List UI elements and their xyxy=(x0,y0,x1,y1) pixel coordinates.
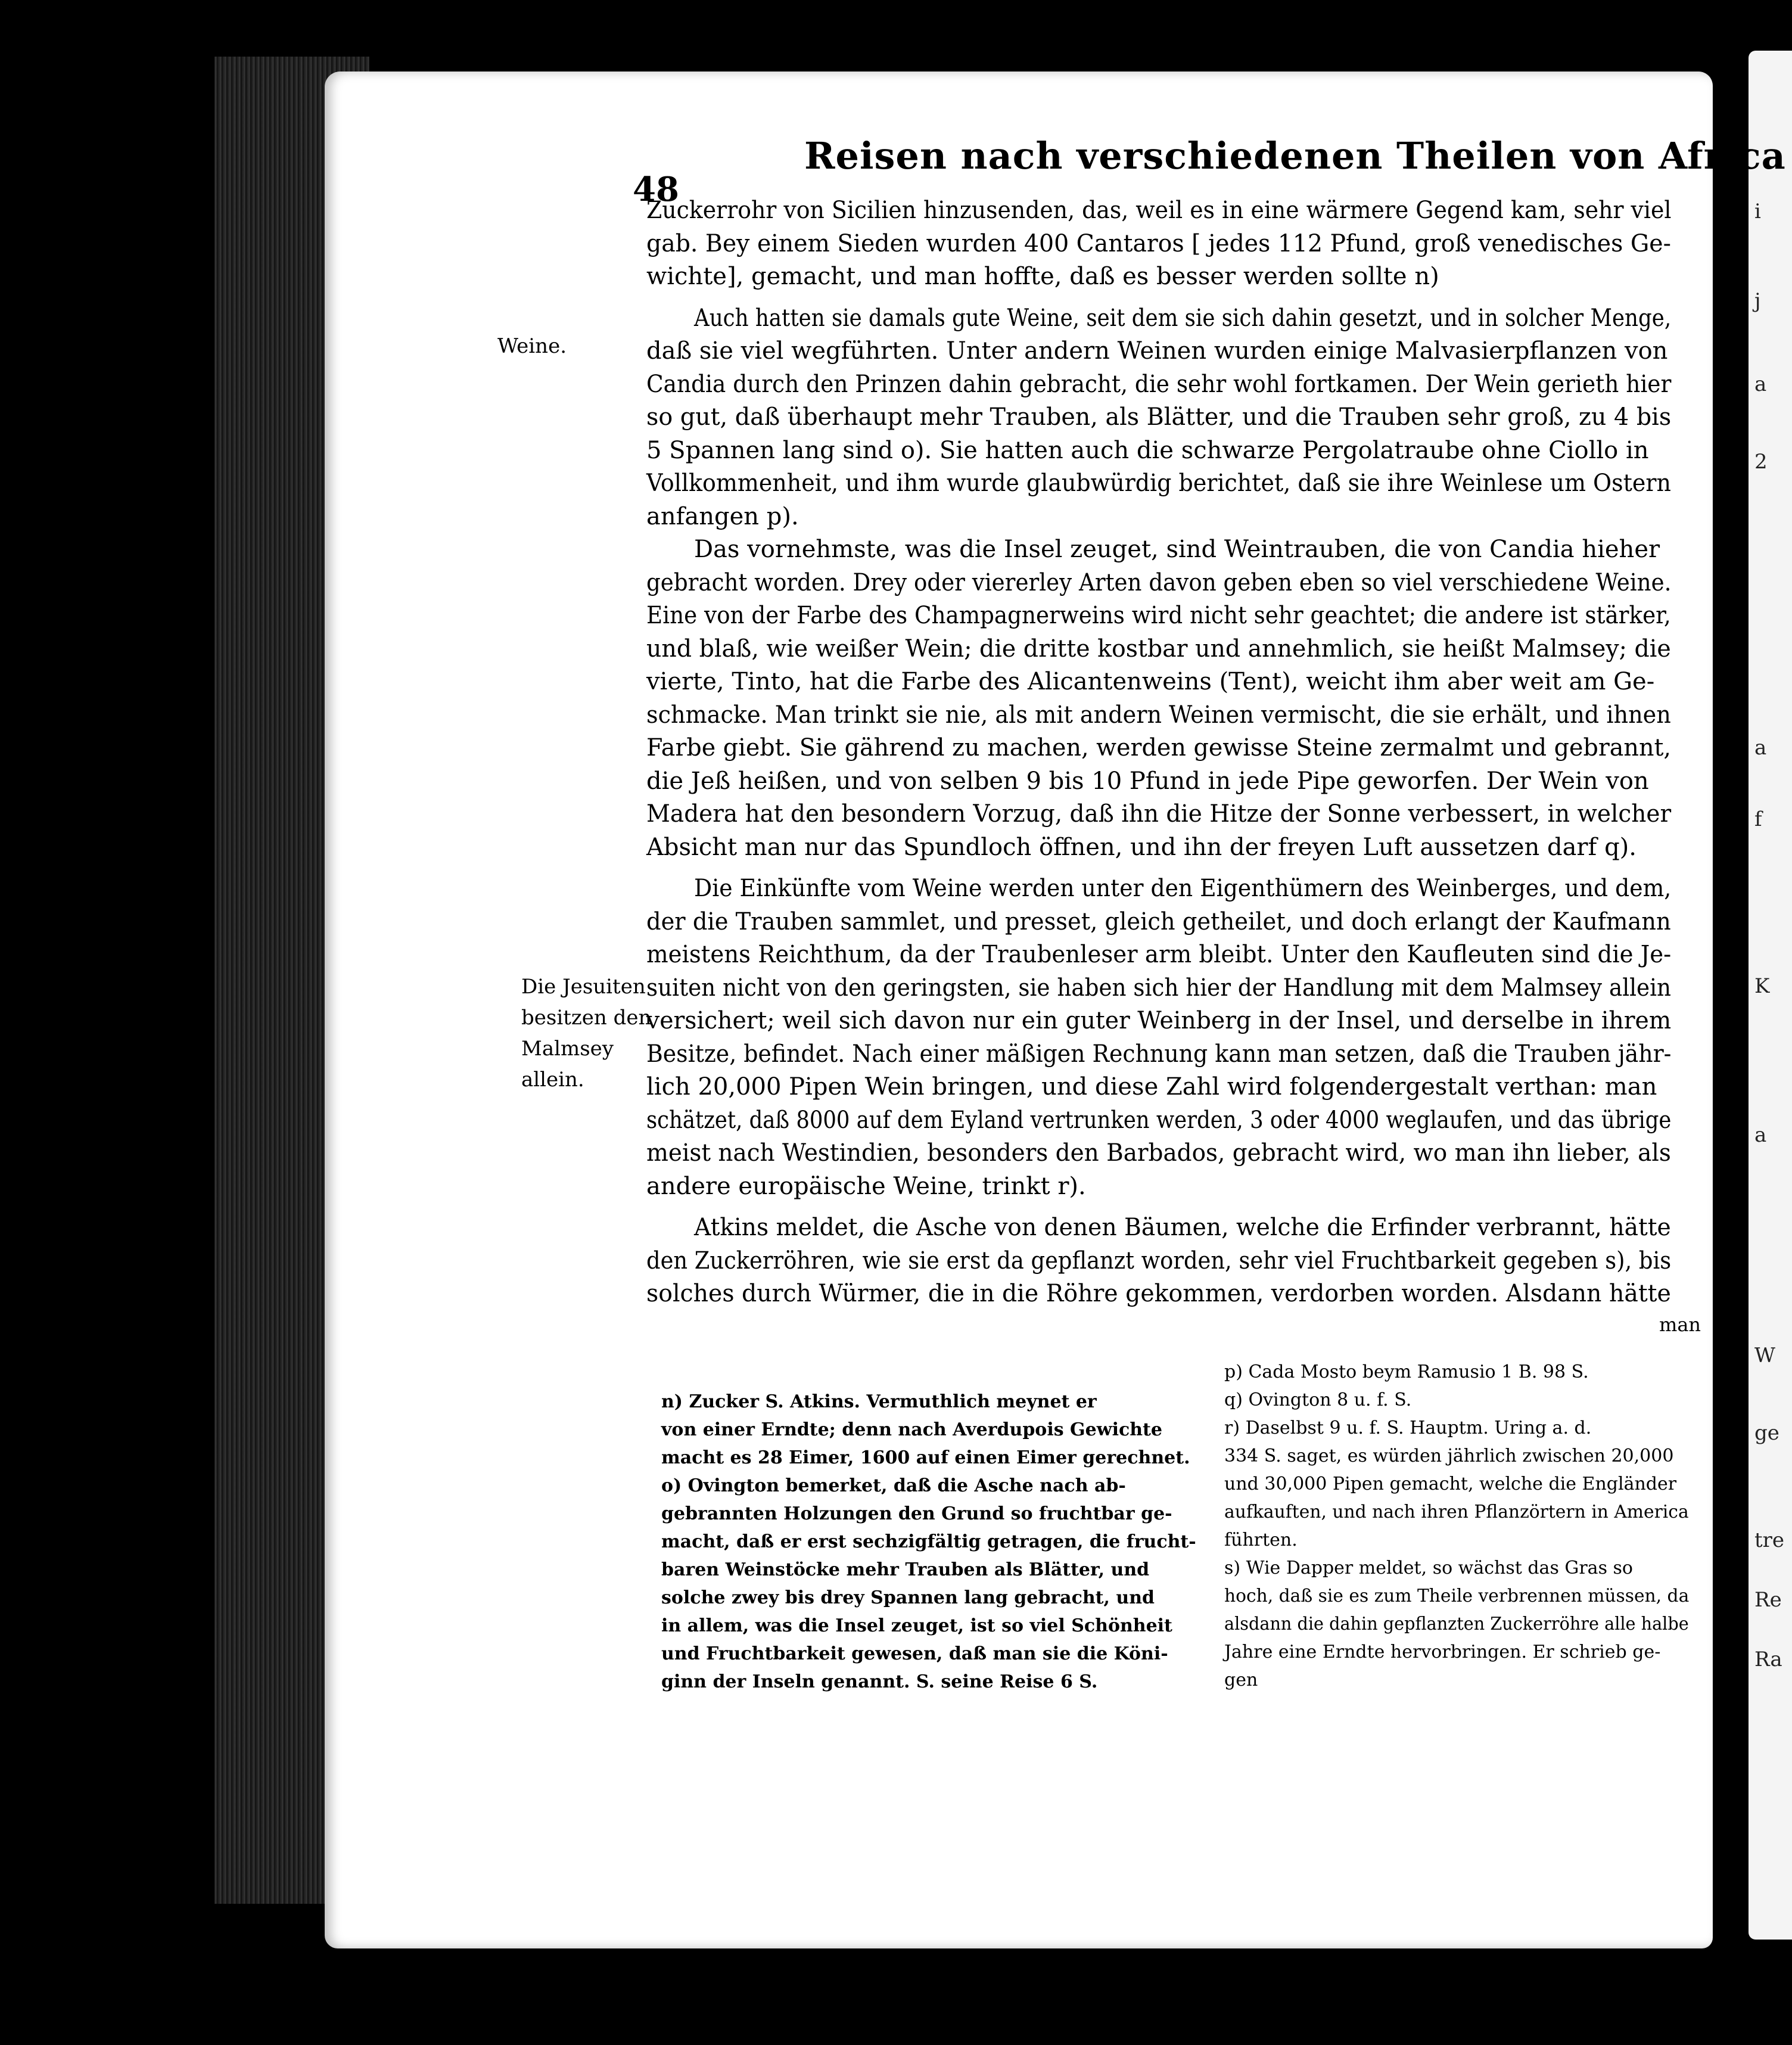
body-line: gebracht worden. Drey oder viererley Arten davon geben eben so viel verschiedene Weine. xyxy=(646,568,1672,596)
body-line: gab. Bey einem Sieden wurden 400 Cantaros [ jedes 112 Pfund, groß venedisches Ge- xyxy=(646,229,1671,257)
footnote-line: gebrannten Holzungen den Grund so fruchtbar ge- xyxy=(661,1503,1172,1524)
footnote-line: macht es 28 Eimer, 1600 auf einen Eimer gerechnet. xyxy=(661,1447,1190,1468)
body-line: anfangen p). xyxy=(646,502,799,530)
body-line: Zuckerrohr von Sicilien hinzusenden, das, weil es in eine wärmere Gegend kam, sehr viel xyxy=(646,197,1672,224)
footnote-line: und Fruchtbarkeit gewesen, daß man sie die Köni- xyxy=(661,1643,1168,1664)
body-line: man xyxy=(1659,1313,1701,1336)
footnote-line: solche zwey bis drey Spannen lang gebracht, und xyxy=(661,1587,1155,1608)
body-line: solches durch Würmer, die in die Röhre gekommen, verdorben worden. Alsdann hätte xyxy=(646,1280,1671,1307)
footnote-line: alsdann die dahin gepflanzten Zuckerröhre alle halbe xyxy=(1224,1614,1689,1634)
body-line: lich 20,000 Pipen Wein bringen, und diese Zahl wird folgendergestalt verthan: man xyxy=(646,1073,1657,1101)
body-line: der die Trauben sammlet, und presset, gleich getheilet, und doch erlangt der Kaufmann xyxy=(646,907,1671,936)
body-line: Vollkommenheit, und ihm wurde glaubwürdig berichtet, daß sie ihre Weinlese um Ostern xyxy=(646,470,1671,497)
footnote-line: q) Ovington 8 u. f. S. xyxy=(1224,1390,1412,1410)
footnote-line: und 30,000 Pipen gemacht, welche die Engländer xyxy=(1224,1474,1677,1494)
running-title: Reisen nach verschiedenen Theilen von Africa xyxy=(804,134,1786,178)
body-line: meist nach Westindien, besonders den Barbados, gebracht wird, wo man ihn lieber, als xyxy=(646,1139,1671,1167)
body-line: andere europäische Weine, trinkt r). xyxy=(646,1172,1086,1200)
body-line: Besitze, befindet. Nach einer mäßigen Rechnung kann man setzen, daß die Trauben jähr- xyxy=(646,1040,1672,1068)
body-line: Candia durch den Prinzen dahin gebracht, die sehr wohl fortkamen. Der Wein gerieth hier xyxy=(646,370,1672,398)
margin-note-line: besitzen den xyxy=(521,1006,652,1030)
body-line: Absicht man nur das Spundloch öffnen, und ihn der freyen Luft aussetzen darf q). xyxy=(646,833,1637,861)
footnote-line: n) Zucker S. Atkins. Vermuthlich meynet er xyxy=(661,1391,1097,1412)
body-line: Farbe giebt. Sie gährend zu machen, werden gewisse Steine zermalmt und gebrannt, xyxy=(646,734,1671,762)
footnote-line: macht, daß er erst sechzigfältig getragen, die frucht- xyxy=(661,1531,1196,1552)
body-line: 5 Spannen lang sind o). Sie hatten auch die schwarze Pergolatraube ohne Ciollo in xyxy=(646,436,1649,464)
body-line: Auch hatten sie damals gute Weine, seit dem sie sich dahin gesetzt, und in solcher Menge, xyxy=(694,304,1672,332)
body-line: Atkins meldet, die Asche von denen Bäumen, welche die Erfinder verbrannt, hätte xyxy=(694,1214,1671,1241)
body-line: suiten nicht von den geringsten, sie haben sich hier der Handlung mit dem Malmsey allein xyxy=(646,974,1672,1002)
page-number: 48 xyxy=(633,170,679,209)
body-line: so gut, daß überhaupt mehr Trauben, als Blätter, und die Trauben sehr groß, zu 4 bis xyxy=(646,403,1672,431)
footnote-line: s) Wie Dapper meldet, so wächst das Gras so xyxy=(1224,1558,1633,1578)
footnote-line: 334 S. saget, es würden jährlich zwischen 20,000 xyxy=(1224,1446,1674,1466)
body-line: versichert; weil sich davon nur ein guter Weinberg in der Insel, und derselbe in ihrem xyxy=(646,1007,1672,1034)
footnote-line: in allem, was die Insel zeuget, ist so viel Schönheit xyxy=(661,1615,1172,1636)
footnote-line: ginn der Inseln genannt. S. seine Reise 6 S. xyxy=(661,1671,1098,1692)
body-line: schätzet, daß 8000 auf dem Eyland vertrunken werden, 3 oder 4000 weglaufen, und das übrige xyxy=(646,1106,1672,1134)
footnote-line: hoch, daß sie es zum Theile verbrennen müssen, da xyxy=(1224,1586,1690,1606)
body-line: Eine von der Farbe des Champagnerweins wird nicht sehr geachtet; die andere ist stärker, xyxy=(646,602,1671,629)
footnote-line: baren Weinstöcke mehr Trauben als Blätter, und xyxy=(661,1559,1150,1580)
footnote-line: o) Ovington bemerket, daß die Asche nach ab- xyxy=(661,1475,1126,1496)
footnote-line: r) Daselbst 9 u. f. S. Hauptm. Uring a. d. xyxy=(1224,1418,1592,1438)
margin-note-jesuiten xyxy=(521,971,651,1095)
next-page-sliver: i j a 2 a f K a W ge tre Re Ra xyxy=(1749,51,1792,1940)
margin-note-line: Die Jesuiten xyxy=(521,975,646,999)
margin-note-line: allein. xyxy=(521,1068,584,1092)
body-line: vierte, Tinto, hat die Farbe des Alicantenweins (Tent), weicht ihm aber weit am Ge- xyxy=(646,668,1655,695)
page-gutter xyxy=(1731,54,1737,1943)
body-line: den Zuckerröhren, wie sie erst da gepflanzt worden, sehr viel Fruchtbarkeit gegeben s), bis xyxy=(646,1247,1672,1275)
body-line: daß sie viel wegführten. Unter andern Weinen wurden einige Malvasierpflanzen von xyxy=(646,337,1668,365)
footnote-line: gen xyxy=(1224,1670,1258,1690)
body-line: die Jeß heißen, und von selben 9 bis 10 Pfund in jede Pipe geworfen. Der Wein von xyxy=(646,767,1649,795)
body-line: meistens Reichthum, da der Traubenleser arm bleibt. Unter den Kaufleuten sind die Je- xyxy=(646,941,1672,968)
footnote-line: Jahre eine Erndte hervorbringen. Er schrieb ge- xyxy=(1224,1642,1661,1662)
body-line: Das vornehmste, was die Insel zeuget, sind Weintrauben, die von Candia hieher xyxy=(694,536,1660,563)
body-line: wichte], gemacht, und man hoffte, daß es besser werden sollte n) xyxy=(646,263,1439,290)
body-line: schmacke. Man trinkt sie nie, als mit andern Weinen vermischt, die sie erhält, und ihnen xyxy=(646,701,1671,729)
margin-note-weine: Weine. xyxy=(497,334,567,358)
body-line: und blaß, wie weißer Wein; die dritte kostbar und annehmlich, sie heißt Malmsey; die xyxy=(646,635,1671,663)
footnote-line: von einer Erndte; denn nach Averdupois Gewichte xyxy=(661,1419,1162,1440)
body-line: Madera hat den besondern Vorzug, daß ihn die Hitze der Sonne verbessert, in welcher xyxy=(646,800,1672,828)
footnote-line: führten. xyxy=(1224,1530,1298,1550)
body-line: Die Einkünfte vom Weine werden unter den Eigenthümern des Weinberges, und dem, xyxy=(694,875,1672,902)
footnote-line: aufkauften, und nach ihren Pflanzörtern in America xyxy=(1224,1502,1689,1522)
margin-note-line: Malmsey xyxy=(521,1037,614,1061)
footnote-line: p) Cada Mosto beym Ramusio 1 B. 98 S. xyxy=(1224,1362,1589,1382)
